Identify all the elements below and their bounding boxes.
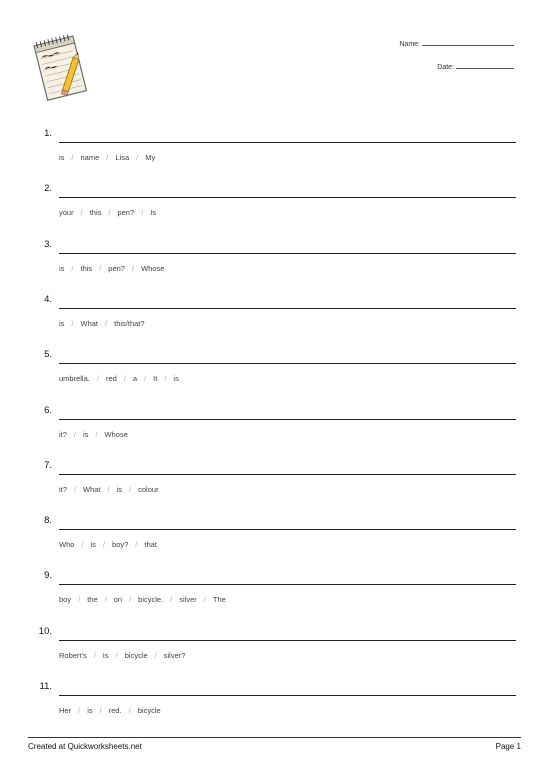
scrambled-words xyxy=(59,706,161,715)
word-separator: / xyxy=(136,153,139,162)
scrambled-word: it? xyxy=(59,484,67,494)
word-separator: / xyxy=(115,650,118,660)
question-number: 1. xyxy=(44,128,52,139)
question-number: 4. xyxy=(44,293,52,305)
question-number: 11. xyxy=(39,681,52,692)
word-separator: / xyxy=(104,595,107,605)
scrambled-word: this xyxy=(89,208,102,218)
answer-line[interactable] xyxy=(59,197,516,198)
answer-line[interactable] xyxy=(59,253,516,254)
scrambled-word: Whose xyxy=(104,429,128,439)
word-separator: / xyxy=(135,540,138,550)
answer-line[interactable] xyxy=(59,529,516,530)
word-separator: / xyxy=(141,208,144,218)
scrambled-word: is xyxy=(90,540,96,550)
scrambled-words xyxy=(59,264,164,273)
word-separator: / xyxy=(131,263,135,273)
word-separator: / xyxy=(73,429,77,439)
scrambled-word: bicycle. xyxy=(138,595,164,605)
word-separator: / xyxy=(164,374,167,384)
footer-divider xyxy=(28,737,521,738)
answer-line[interactable] xyxy=(59,363,516,364)
answer-line[interactable] xyxy=(59,419,516,420)
date-blank-line[interactable] xyxy=(456,68,514,69)
scrambled-word: silver? xyxy=(163,650,186,660)
scrambled-word: is xyxy=(59,263,65,273)
scrambled-word: red xyxy=(105,374,117,384)
scrambled-words xyxy=(59,540,157,549)
word-separator: / xyxy=(95,429,98,439)
scrambled-word: Is xyxy=(102,650,109,660)
word-separator: / xyxy=(128,706,131,715)
scrambled-word: is xyxy=(59,153,65,162)
scrambled-word: The xyxy=(212,595,226,605)
word-separator: / xyxy=(154,650,157,660)
answer-line[interactable] xyxy=(59,308,516,309)
question-item xyxy=(0,681,548,736)
scrambled-word: boy? xyxy=(112,540,129,550)
date-label: Date: xyxy=(437,64,454,71)
footer-credit: Created at Quickworksheets.net xyxy=(28,742,142,751)
notepad-logo-icon xyxy=(32,30,90,104)
scrambled-word: Robert's xyxy=(59,650,87,660)
question-number: 8. xyxy=(44,515,52,527)
word-separator: / xyxy=(105,318,108,328)
date-field[interactable] xyxy=(437,64,514,71)
word-separator: / xyxy=(144,374,147,384)
question-number: 7. xyxy=(44,459,52,471)
word-separator: / xyxy=(96,374,99,384)
word-separator: / xyxy=(78,706,81,715)
word-separator: / xyxy=(71,318,74,328)
word-separator: / xyxy=(99,263,102,273)
scrambled-words xyxy=(59,208,156,217)
word-separator: / xyxy=(99,706,102,715)
scrambled-word: it? xyxy=(59,429,67,439)
word-separator: / xyxy=(107,484,110,494)
name-field[interactable] xyxy=(399,41,514,48)
scrambled-word: Lisa xyxy=(115,153,130,162)
answer-line[interactable] xyxy=(59,695,516,696)
answer-line[interactable] xyxy=(59,474,516,475)
scrambled-word: Her xyxy=(59,706,72,715)
word-separator: / xyxy=(81,540,84,550)
name-blank-line[interactable] xyxy=(422,45,514,46)
word-separator: / xyxy=(129,484,132,494)
scrambled-word: boy xyxy=(59,595,72,605)
scrambled-word: is xyxy=(83,429,89,439)
word-separator: / xyxy=(80,208,83,218)
scrambled-word: Whose xyxy=(141,263,165,273)
scrambled-word: red. xyxy=(108,706,122,715)
question-number: 9. xyxy=(44,570,52,582)
question-number: 6. xyxy=(44,404,52,416)
word-separator: / xyxy=(203,595,206,605)
scrambled-word: is xyxy=(116,484,123,494)
question-item xyxy=(0,128,548,183)
word-separator: / xyxy=(73,484,77,494)
scrambled-words xyxy=(59,485,159,494)
question-number: 2. xyxy=(44,183,52,195)
word-separator: / xyxy=(71,153,74,162)
word-separator: / xyxy=(170,595,173,605)
scrambled-word: pen? xyxy=(108,263,125,273)
answer-line[interactable] xyxy=(59,142,516,143)
scrambled-words xyxy=(59,595,226,604)
word-separator: / xyxy=(102,540,106,550)
name-label: Name: xyxy=(399,41,420,48)
question-item xyxy=(0,626,548,681)
word-separator: / xyxy=(106,153,109,162)
question-item xyxy=(0,183,548,238)
question-item xyxy=(0,294,548,349)
scrambled-word: colour xyxy=(138,484,159,494)
word-separator: / xyxy=(93,650,96,660)
scrambled-word: a xyxy=(132,374,138,384)
word-separator: / xyxy=(123,374,126,384)
scrambled-word: on xyxy=(113,595,123,605)
question-number: 10. xyxy=(38,625,52,637)
scrambled-word: silver xyxy=(179,595,197,605)
scrambled-word: What xyxy=(83,484,101,494)
scrambled-word: Is xyxy=(150,208,157,218)
question-number: 5. xyxy=(44,349,52,361)
word-separator: / xyxy=(108,208,111,218)
word-separator: / xyxy=(71,263,74,273)
scrambled-words xyxy=(59,319,145,328)
scrambled-word: pen? xyxy=(117,208,135,218)
scrambled-word: My xyxy=(145,153,156,162)
question-item xyxy=(0,405,548,460)
scrambled-word: name xyxy=(80,153,100,162)
scrambled-word: umbrella. xyxy=(59,374,90,384)
scrambled-word: bicycle xyxy=(137,706,161,715)
scrambled-words xyxy=(59,430,128,439)
scrambled-words xyxy=(59,651,185,660)
scrambled-word: What xyxy=(80,318,99,328)
scrambled-word: this/that? xyxy=(114,318,145,328)
word-separator: / xyxy=(129,595,132,605)
scrambled-word: your xyxy=(59,208,74,218)
question-item xyxy=(0,349,548,404)
answer-line[interactable] xyxy=(59,584,516,585)
scrambled-word: is xyxy=(173,374,179,384)
scrambled-word: bicycle xyxy=(124,650,148,660)
scrambled-words xyxy=(59,374,179,383)
question-item xyxy=(0,239,548,294)
question-item xyxy=(0,515,548,570)
scrambled-word: that xyxy=(144,540,157,550)
word-separator: / xyxy=(78,595,81,605)
scrambled-word: this xyxy=(80,263,93,273)
scrambled-word: Who xyxy=(59,540,75,550)
scrambled-word: It xyxy=(153,374,158,384)
question-number: 3. xyxy=(44,238,52,250)
scrambled-word: the xyxy=(87,595,98,605)
scrambled-words xyxy=(59,153,155,162)
scrambled-word: is xyxy=(87,706,93,715)
answer-line[interactable] xyxy=(59,640,516,641)
question-item xyxy=(0,570,548,625)
footer-page-number: Page 1 xyxy=(495,742,521,751)
scrambled-word: is xyxy=(59,318,65,328)
question-item xyxy=(0,460,548,515)
